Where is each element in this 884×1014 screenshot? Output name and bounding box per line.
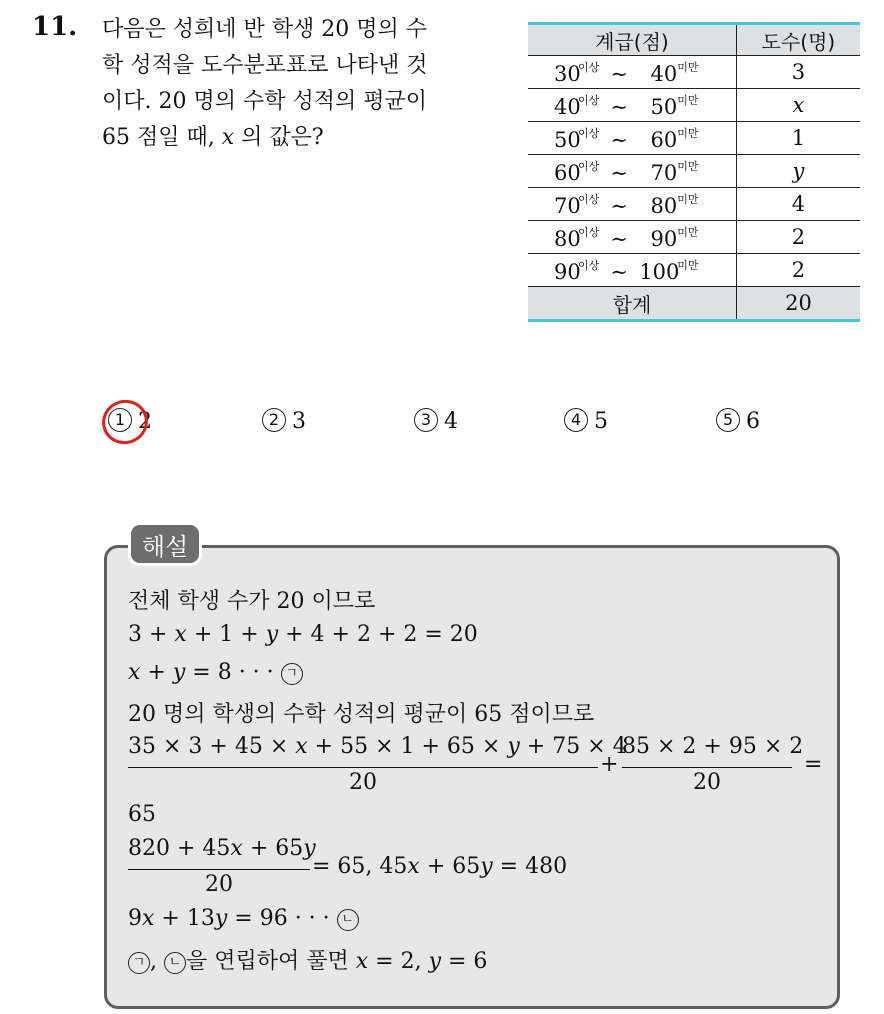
class-interval: $60^{이상}$ ∼ $70^{미만}$ [528,155,736,188]
solution-line-9: ㄱ , ㄴ 을 연립하여 풀면 x = 2, y = 6 [128,944,487,975]
question-line-1: 다음은 성희네 반 학생 20 명의 수 [102,17,427,42]
question-line-4: 65 점일 때, x 의 값은? [102,125,324,150]
header-class: 계급(점) [528,24,736,56]
question-line-3: 이다. 20 명의 수학 성적의 평균이 [102,89,427,114]
solution-tag: 해설 [128,522,202,566]
choice-number-3: 3 [414,408,438,432]
choice-4[interactable] [564,408,608,434]
choice-number-2: 2 [262,408,286,432]
fraction-3 [128,836,316,906]
fraction-2-denominator: 20 [693,770,721,795]
selected-answer-mark [96,394,153,450]
solution-line-4: 20 명의 학생의 수학 성적의 평균이 65 점이므로 [128,702,595,727]
frequency-value: x [736,89,860,122]
choice-5[interactable] [716,408,760,434]
class-interval: $70^{이상}$ ∼ $80^{미만}$ [528,188,736,221]
fraction-1-bar [128,767,598,768]
choice-number-5: 5 [716,408,740,432]
solution-line-3: x + y = 8 · · · ㄱ [128,660,303,685]
solution-line-1: 전체 학생 수가 20 이므로 [128,589,376,614]
total-label: 합계 [528,287,736,321]
circled-label-1-ref: ㄱ [128,952,150,974]
frequency-value: y [736,155,860,188]
frequency-value: 2 [736,221,860,254]
frequency-value: 4 [736,188,860,221]
frequency-value: 1 [736,122,860,155]
table-row [528,89,860,122]
fraction-3-denominator: 20 [205,872,233,897]
table-row [528,221,860,254]
frequency-value: 3 [736,56,860,89]
solution-line-8: 9x + 13y = 96 · · · ㄴ [128,906,359,931]
choice-value-3: 4 [444,409,458,434]
class-interval: $90^{이상}$ ∼ $100^{미만}$ [528,254,736,287]
circled-label-1: ㄱ [281,663,303,685]
table-row [528,188,860,221]
solution-line-2: 3 + x + 1 + y + 4 + 2 + 2 = 20 [128,622,478,647]
frequency-value: 2 [736,254,860,287]
table-row [528,56,860,89]
class-interval: $40^{이상}$ ∼ $50^{미만}$ [528,89,736,122]
solution-line-6: 65 [128,802,156,827]
choice-value-1: 2 [138,409,152,434]
fraction-1 [128,734,627,804]
table-row [528,254,860,287]
header-frequency: 도수(명) [736,24,860,56]
fraction-2-numerator: 85 × 2 + 95 × 2 [622,734,804,759]
table-row [528,155,860,188]
class-interval: $30^{이상}$ ∼ $40^{미만}$ [528,56,736,89]
answer-choices [108,408,848,444]
question-text [102,12,492,156]
plus-sign: + [600,752,619,777]
question-line-2: 학 성적을 도수분포표로 나타낸 것 [102,53,428,78]
frequency-table [528,22,860,322]
solution-line-7: = 65, 45x + 65y = 480 [312,854,568,879]
fraction-3-numerator: 820 + 45x + 65y [128,836,316,861]
choice-number-1: 1 [108,408,132,432]
fraction-2 [622,734,804,804]
table-row [528,122,860,155]
table-header-row [528,24,860,56]
choice-2[interactable] [262,408,306,434]
table-total-row [528,287,860,321]
class-interval: $50^{이상}$ ∼ $60^{미만}$ [528,122,736,155]
fraction-1-numerator: 35 × 3 + 45 × x + 55 × 1 + 65 × y + 75 × 4 [128,734,627,759]
choice-value-5: 6 [746,409,760,434]
choice-value-2: 3 [292,409,306,434]
circled-label-2-ref: ㄴ [164,952,186,974]
equals-sign: = [804,752,823,777]
choice-number-4: 4 [564,408,588,432]
choice-1[interactable] [108,408,152,434]
fraction-2-bar [622,767,792,768]
total-value: 20 [736,287,860,321]
fraction-3-bar [128,869,310,870]
class-interval: $80^{이상}$ ∼ $90^{미만}$ [528,221,736,254]
fraction-1-denominator: 20 [349,770,377,795]
choice-value-4: 5 [594,409,608,434]
choice-3[interactable] [414,408,458,434]
circled-label-2: ㄴ [337,909,359,931]
question-number: 11. [32,12,78,42]
